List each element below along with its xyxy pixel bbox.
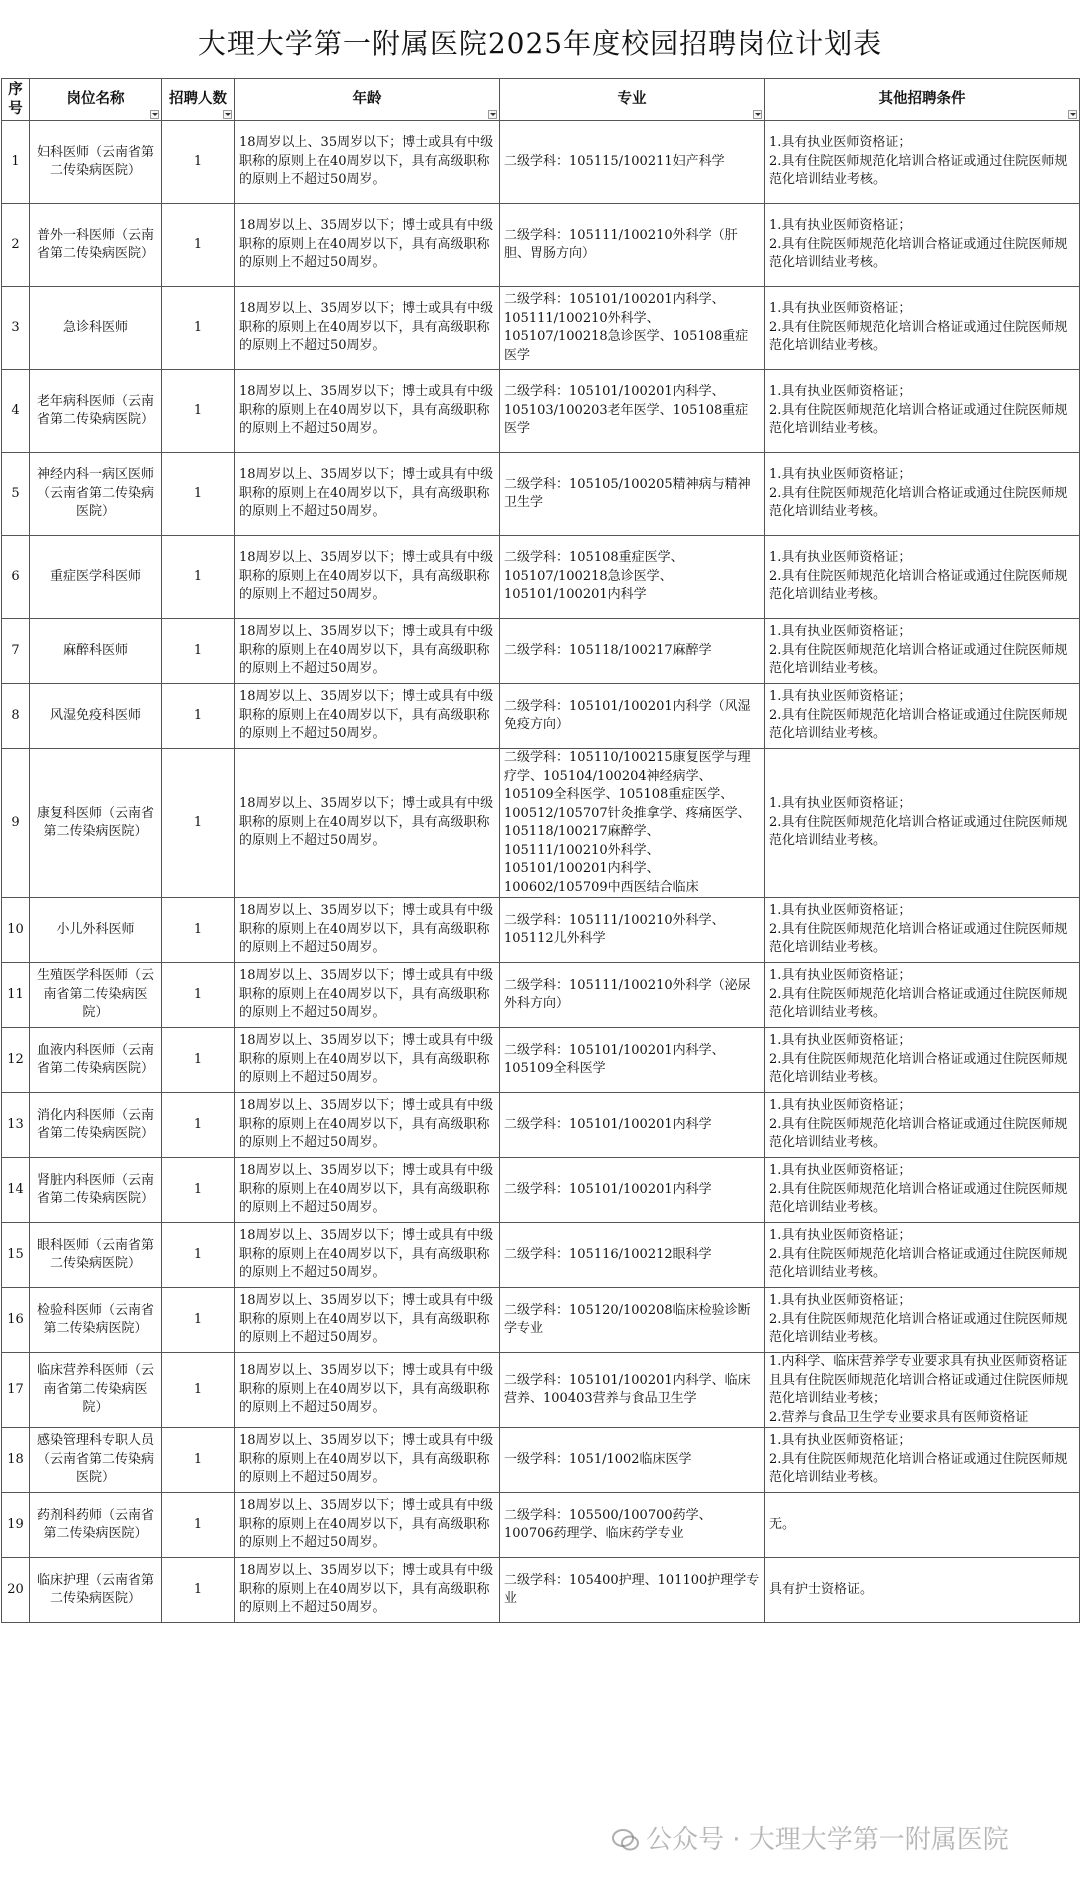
age-requirement-cell [235, 1288, 500, 1353]
hire-count-cell [162, 1353, 235, 1428]
position-name: 重症医学科医师 [49, 568, 141, 584]
table-row [2, 1028, 1080, 1093]
position-name-cell [30, 963, 162, 1028]
position-name: 急诊科医师 [62, 319, 128, 335]
hire-count: 1 [193, 814, 203, 830]
row-number-cell [2, 1493, 30, 1558]
row-number-cell [2, 1558, 30, 1623]
age-requirement-cell [235, 370, 500, 453]
other-conditions: 1.具有执业医师资格证； 2.具有住院医师规范化培训合格证或通过住院医师规范化培训结业考核。 [769, 1098, 1068, 1151]
hire-count: 1 [193, 1581, 203, 1597]
major-requirement-cell [500, 1428, 765, 1493]
other-conditions-cell [765, 1493, 1080, 1558]
major-requirement: 二级学科：105120/100208临床检验诊断学专业 [504, 1302, 751, 1336]
age-requirement: 18周岁以上、35周岁以下；博士或具有中级职称的原则上在40周岁以下，具有高级职称的原则上不超过50周岁。 [239, 1033, 494, 1086]
row-number: 8 [11, 707, 20, 723]
age-requirement-cell [235, 121, 500, 204]
header-count-label: 招聘人数 [169, 90, 227, 108]
hire-count: 1 [193, 153, 203, 169]
row-number: 12 [7, 1051, 24, 1067]
row-number-cell [2, 684, 30, 749]
header-no-label: 序号 [8, 81, 23, 117]
recruitment-table [1, 78, 1080, 1623]
position-name: 妇科医师（云南省第二传染病医院） [36, 144, 154, 178]
age-requirement-cell [235, 204, 500, 287]
table-row [2, 1288, 1080, 1353]
other-conditions-cell [765, 536, 1080, 619]
major-requirement: 二级学科：105101/100201内科学、105103/100203老年医学、105108重症医学 [504, 384, 749, 437]
hire-count-cell [162, 1158, 235, 1223]
hire-count: 1 [193, 1451, 203, 1467]
other-conditions-cell [765, 1288, 1080, 1353]
other-conditions-cell [765, 898, 1080, 963]
position-name: 小儿外科医师 [56, 921, 135, 937]
hire-count-cell [162, 1288, 235, 1353]
row-number-cell [2, 1093, 30, 1158]
header-age-label: 年龄 [352, 90, 382, 108]
major-requirement-cell [500, 898, 765, 963]
position-name-cell [30, 1558, 162, 1623]
major-requirement-cell [500, 619, 765, 684]
position-name-cell [30, 619, 162, 684]
hire-count-cell [162, 963, 235, 1028]
major-requirement-cell [500, 1353, 765, 1428]
row-number: 7 [11, 642, 20, 658]
position-name: 检验科医师（云南省第二传染病医院） [36, 1302, 154, 1336]
position-name: 药剂科药师（云南省第二传染病医院） [36, 1507, 154, 1541]
major-requirement-cell [500, 287, 765, 370]
row-number: 4 [11, 402, 20, 418]
position-name: 消化内科医师（云南省第二传染病医院） [36, 1107, 154, 1141]
other-conditions: 1.具有执业医师资格证； 2.具有住院医师规范化培训合格证或通过住院医师规范化培训结业考核。 [769, 968, 1068, 1021]
filter-dropdown-icon[interactable] [150, 110, 159, 119]
hire-count-cell [162, 121, 235, 204]
row-number-cell [2, 1028, 30, 1093]
header-major-label: 专业 [617, 90, 647, 108]
position-name: 康复科医师（云南省第二传染病医院） [36, 805, 154, 839]
position-name-cell [30, 536, 162, 619]
age-requirement-cell [235, 963, 500, 1028]
position-name-cell [30, 287, 162, 370]
major-requirement: 二级学科：105101/100201内科学、105111/100210外科学、105107/100218急诊医学、105108重症医学 [504, 292, 749, 363]
other-conditions-cell [765, 1223, 1080, 1288]
header-no [2, 79, 30, 121]
age-requirement-cell [235, 1093, 500, 1158]
age-requirement: 18周岁以上、35周岁以下；博士或具有中级职称的原则上在40周岁以下，具有高级职称的原则上不超过50周岁。 [239, 384, 494, 437]
age-requirement: 18周岁以上、35周岁以下；博士或具有中级职称的原则上在40周岁以下，具有高级职称的原则上不超过50周岁。 [239, 1433, 494, 1486]
hire-count-cell [162, 370, 235, 453]
age-requirement: 18周岁以上、35周岁以下；博士或具有中级职称的原则上在40周岁以下，具有高级职称的原则上不超过50周岁。 [239, 1498, 494, 1551]
age-requirement-cell [235, 749, 500, 898]
age-requirement-cell [235, 1223, 500, 1288]
other-conditions: 1.具有执业医师资格证； 2.具有住院医师规范化培训合格证或通过住院医师规范化培训结业考核。 [769, 1433, 1068, 1486]
row-number: 14 [7, 1181, 24, 1197]
hire-count-cell [162, 1028, 235, 1093]
row-number-cell [2, 121, 30, 204]
position-name-cell [30, 204, 162, 287]
hire-count: 1 [193, 319, 203, 335]
position-name: 临床营养科医师（云南省第二传染病医院） [36, 1363, 154, 1416]
age-requirement: 18周岁以上、35周岁以下；博士或具有中级职称的原则上在40周岁以下，具有高级职称的原则上不超过50周岁。 [239, 218, 494, 271]
table-row [2, 121, 1080, 204]
hire-count: 1 [193, 1311, 203, 1327]
position-name: 肾脏内科医师（云南省第二传染病医院） [36, 1172, 154, 1206]
age-requirement: 18周岁以上、35周岁以下；博士或具有中级职称的原则上在40周岁以下，具有高级职称的原则上不超过50周岁。 [239, 1563, 494, 1616]
table-row [2, 536, 1080, 619]
hire-count-cell [162, 453, 235, 536]
position-name-cell [30, 1353, 162, 1428]
hire-count-cell [162, 1493, 235, 1558]
other-conditions-cell [765, 453, 1080, 536]
hire-count-cell [162, 536, 235, 619]
table-row [2, 1353, 1080, 1428]
position-name-cell [30, 684, 162, 749]
age-requirement: 18周岁以上、35周岁以下；博士或具有中级职称的原则上在40周岁以下，具有高级职称的原则上不超过50周岁。 [239, 1228, 494, 1281]
position-name: 普外一科医师（云南省第二传染病医院） [36, 227, 154, 261]
major-requirement: 二级学科：105111/100210外科学、105112儿外科学 [504, 912, 725, 946]
row-number-cell [2, 1353, 30, 1428]
major-requirement: 二级学科：105101/100201内科学 [504, 1181, 712, 1197]
age-requirement-cell [235, 619, 500, 684]
hire-count: 1 [193, 921, 203, 937]
position-name: 血液内科医师（云南省第二传染病医院） [36, 1042, 154, 1076]
row-number-cell [2, 1428, 30, 1493]
major-requirement: 二级学科：105118/100217麻醉学 [504, 642, 712, 658]
age-requirement-cell [235, 536, 500, 619]
row-number-cell [2, 536, 30, 619]
major-requirement-cell [500, 453, 765, 536]
position-name-cell [30, 898, 162, 963]
hire-count: 1 [193, 642, 203, 658]
age-requirement: 18周岁以上、35周岁以下；博士或具有中级职称的原则上在40周岁以下，具有高级职称的原则上不超过50周岁。 [239, 903, 494, 956]
other-conditions: 1.具有执业医师资格证； 2.具有住院医师规范化培训合格证或通过住院医师规范化培训结业考核。 [769, 689, 1068, 742]
other-conditions: 1.具有执业医师资格证； 2.具有住院医师规范化培训合格证或通过住院医师规范化培训结业考核。 [769, 624, 1068, 677]
age-requirement: 18周岁以上、35周岁以下；博士或具有中级职称的原则上在40周岁以下，具有高级职称的原则上不超过50周岁。 [239, 968, 494, 1021]
hire-count-cell [162, 684, 235, 749]
table-row [2, 1223, 1080, 1288]
table-row [2, 287, 1080, 370]
row-number: 15 [7, 1246, 24, 1262]
hire-count: 1 [193, 1246, 203, 1262]
row-number: 13 [7, 1116, 24, 1132]
hire-count-cell [162, 619, 235, 684]
major-requirement: 二级学科：105108重症医学、105107/100218急诊医学、105101/100201内科学 [504, 550, 684, 603]
header-major [500, 79, 765, 121]
row-number-cell [2, 1223, 30, 1288]
age-requirement: 18周岁以上、35周岁以下；博士或具有中级职称的原则上在40周岁以下，具有高级职称的原则上不超过50周岁。 [239, 796, 494, 849]
table-row [2, 684, 1080, 749]
table-row [2, 898, 1080, 963]
age-requirement: 18周岁以上、35周岁以下；博士或具有中级职称的原则上在40周岁以下，具有高级职称的原则上不超过50周岁。 [239, 301, 494, 354]
watermark [612, 1820, 1072, 1860]
other-conditions: 无。 [769, 1516, 796, 1532]
major-requirement: 二级学科：105101/100201内科学、105109全科医学 [504, 1042, 725, 1076]
position-name-cell [30, 1223, 162, 1288]
header-conditions [765, 79, 1080, 121]
major-requirement-cell [500, 1093, 765, 1158]
row-number-cell [2, 1288, 30, 1353]
position-name: 生殖医学科医师（云南省第二传染病医院） [36, 968, 154, 1021]
hire-count: 1 [193, 1516, 203, 1532]
row-number: 16 [7, 1311, 24, 1327]
hire-count: 1 [193, 1051, 203, 1067]
hire-count: 1 [193, 1381, 203, 1397]
major-requirement-cell [500, 1223, 765, 1288]
major-requirement: 二级学科：105111/100210外科学（肝胆、胃肠方向） [504, 227, 738, 261]
other-conditions: 1.具有执业医师资格证； 2.具有住院医师规范化培训合格证或通过住院医师规范化培训结业考核。 [769, 384, 1068, 437]
other-conditions: 1.具有执业医师资格证； 2.具有住院医师规范化培训合格证或通过住院医师规范化培训结业考核。 [769, 467, 1068, 520]
major-requirement-cell [500, 370, 765, 453]
hire-count-cell [162, 1093, 235, 1158]
other-conditions: 1.具有执业医师资格证； 2.具有住院医师规范化培训合格证或通过住院医师规范化培训结业考核。 [769, 135, 1068, 188]
row-number: 5 [11, 485, 20, 501]
row-number-cell [2, 287, 30, 370]
age-requirement: 18周岁以上、35周岁以下；博士或具有中级职称的原则上在40周岁以下，具有高级职称的原则上不超过50周岁。 [239, 135, 494, 188]
major-requirement: 二级学科：105101/100201内科学 [504, 1116, 712, 1132]
age-requirement: 18周岁以上、35周岁以下；博士或具有中级职称的原则上在40周岁以下，具有高级职称的原则上不超过50周岁。 [239, 624, 494, 677]
age-requirement: 18周岁以上、35周岁以下；博士或具有中级职称的原则上在40周岁以下，具有高级职称的原则上不超过50周岁。 [239, 1098, 494, 1151]
row-number: 10 [7, 921, 24, 937]
table-row [2, 749, 1080, 898]
row-number-cell [2, 204, 30, 287]
major-requirement-cell [500, 1158, 765, 1223]
other-conditions-cell [765, 204, 1080, 287]
major-requirement-cell [500, 963, 765, 1028]
other-conditions-cell [765, 1028, 1080, 1093]
position-name-cell [30, 121, 162, 204]
table-row [2, 1158, 1080, 1223]
major-requirement: 二级学科：105115/100211妇产科学 [504, 153, 725, 169]
other-conditions: 1.内科学、临床营养学专业要求具有执业医师资格证且具有住院医师规范化培训合格证或通过住院医师规范化培训结业考核； 2.营养与食品卫生学专业要求具有医师资格证 [769, 1354, 1069, 1425]
hire-count: 1 [193, 707, 203, 723]
hire-count-cell [162, 1223, 235, 1288]
table-row [2, 370, 1080, 453]
age-requirement: 18周岁以上、35周岁以下；博士或具有中级职称的原则上在40周岁以下，具有高级职称的原则上不超过50周岁。 [239, 1363, 494, 1416]
other-conditions-cell [765, 1428, 1080, 1493]
hire-count-cell [162, 287, 235, 370]
age-requirement-cell [235, 453, 500, 536]
filter-dropdown-icon[interactable] [488, 110, 497, 119]
age-requirement-cell [235, 684, 500, 749]
position-name-cell [30, 1288, 162, 1353]
other-conditions: 1.具有执业医师资格证； 2.具有住院医师规范化培训合格证或通过住院医师规范化培训结业考核。 [769, 301, 1068, 354]
hire-count: 1 [193, 1181, 203, 1197]
position-name-cell [30, 370, 162, 453]
hire-count: 1 [193, 1116, 203, 1132]
other-conditions-cell [765, 963, 1080, 1028]
major-requirement: 二级学科：105101/100201内科学、临床营养、100403营养与食品卫生学 [504, 1372, 751, 1406]
row-number-cell [2, 749, 30, 898]
other-conditions-cell [765, 121, 1080, 204]
filter-dropdown-icon[interactable] [1068, 110, 1077, 119]
age-requirement: 18周岁以上、35周岁以下；博士或具有中级职称的原则上在40周岁以下，具有高级职称的原则上不超过50周岁。 [239, 1293, 494, 1346]
row-number: 3 [11, 319, 20, 335]
row-number: 20 [7, 1581, 24, 1597]
table-row [2, 1093, 1080, 1158]
hire-count-cell [162, 204, 235, 287]
position-name-cell [30, 1093, 162, 1158]
other-conditions-cell [765, 619, 1080, 684]
table-row [2, 1428, 1080, 1493]
wechat-icon [612, 1828, 640, 1852]
position-name: 风湿免疫科医师 [49, 707, 141, 723]
other-conditions: 1.具有执业医师资格证； 2.具有住院医师规范化培训合格证或通过住院医师规范化培训结业考核。 [769, 1293, 1068, 1346]
row-number-cell [2, 370, 30, 453]
major-requirement-cell [500, 684, 765, 749]
row-number: 9 [11, 814, 20, 830]
major-requirement-cell [500, 1558, 765, 1623]
hire-count-cell [162, 749, 235, 898]
position-name: 神经内科一病区医师（云南省第二传染病医院） [36, 467, 154, 520]
header-count [162, 79, 235, 121]
other-conditions-cell [765, 1558, 1080, 1623]
other-conditions: 1.具有执业医师资格证； 2.具有住院医师规范化培训合格证或通过住院医师规范化培训结业考核。 [769, 1228, 1068, 1281]
table-row [2, 1558, 1080, 1623]
major-requirement: 二级学科：105116/100212眼科学 [504, 1246, 712, 1262]
hire-count: 1 [193, 986, 203, 1002]
hire-count-cell [162, 1428, 235, 1493]
header-name [30, 79, 162, 121]
major-requirement-cell [500, 1493, 765, 1558]
age-requirement: 18周岁以上、35周岁以下；博士或具有中级职称的原则上在40周岁以下，具有高级职称的原则上不超过50周岁。 [239, 550, 494, 603]
position-name: 老年病科医师（云南省第二传染病医院） [36, 393, 154, 427]
table-header-row [2, 79, 1080, 121]
row-number-cell [2, 1158, 30, 1223]
filter-dropdown-icon[interactable] [223, 110, 232, 119]
other-conditions-cell [765, 1353, 1080, 1428]
major-requirement-cell [500, 204, 765, 287]
age-requirement-cell [235, 1558, 500, 1623]
age-requirement: 18周岁以上、35周岁以下；博士或具有中级职称的原则上在40周岁以下，具有高级职称的原则上不超过50周岁。 [239, 689, 494, 742]
age-requirement: 18周岁以上、35周岁以下；博士或具有中级职称的原则上在40周岁以下，具有高级职称的原则上不超过50周岁。 [239, 1163, 494, 1216]
age-requirement: 18周岁以上、35周岁以下；博士或具有中级职称的原则上在40周岁以下，具有高级职称的原则上不超过50周岁。 [239, 467, 494, 520]
hire-count-cell [162, 1558, 235, 1623]
other-conditions-cell [765, 749, 1080, 898]
hire-count: 1 [193, 568, 203, 584]
age-requirement-cell [235, 1158, 500, 1223]
header-conditions-label: 其他招聘条件 [878, 90, 966, 108]
hire-count: 1 [193, 485, 203, 501]
other-conditions: 1.具有执业医师资格证； 2.具有住院医师规范化培训合格证或通过住院医师规范化培训结业考核。 [769, 1163, 1068, 1216]
row-number-cell [2, 619, 30, 684]
other-conditions-cell [765, 1158, 1080, 1223]
age-requirement-cell [235, 1028, 500, 1093]
header-age [235, 79, 500, 121]
row-number-cell [2, 963, 30, 1028]
other-conditions-cell [765, 684, 1080, 749]
major-requirement-cell [500, 121, 765, 204]
hire-count-cell [162, 898, 235, 963]
major-requirement: 二级学科：105110/100215康复医学与理疗学、105104/100204神经病学、105109全科医学、105108重症医学、100512/105707针灸推拿学、疼痛医学、105118/100217麻醉学、105111/100210外科学、105101/100201内科学、100602/105709中西医结合临床 [504, 750, 751, 895]
major-requirement-cell [500, 536, 765, 619]
other-conditions-cell [765, 287, 1080, 370]
position-name: 眼科医师（云南省第二传染病医院） [36, 1237, 154, 1271]
major-requirement-cell [500, 1288, 765, 1353]
hire-count: 1 [193, 236, 203, 252]
watermark-text: 公众号 · 大理大学第一附属医院 [646, 1825, 1009, 1855]
page-title: 大理大学第一附属医院2025年度校园招聘岗位计划表 [197, 27, 883, 60]
major-requirement: 二级学科：105105/100205精神病与精神卫生学 [504, 476, 751, 510]
age-requirement-cell [235, 898, 500, 963]
position-name: 感染管理科专职人员（云南省第二传染病医院） [36, 1433, 154, 1486]
other-conditions: 1.具有执业医师资格证； 2.具有住院医师规范化培训合格证或通过住院医师规范化培训结业考核。 [769, 796, 1068, 849]
row-number: 6 [11, 568, 20, 584]
major-requirement: 二级学科：105111/100210外科学（泌尿外科方向） [504, 977, 751, 1011]
major-requirement-cell [500, 1028, 765, 1093]
row-number-cell [2, 898, 30, 963]
table-row [2, 963, 1080, 1028]
position-name-cell [30, 1028, 162, 1093]
major-requirement: 二级学科：105400护理、101100护理学专业 [504, 1572, 760, 1606]
position-name: 麻醉科医师 [62, 642, 128, 658]
row-number: 18 [7, 1451, 24, 1467]
position-name-cell [30, 1493, 162, 1558]
major-requirement-cell [500, 749, 765, 898]
row-number: 2 [11, 236, 20, 252]
position-name-cell [30, 453, 162, 536]
row-number: 11 [7, 986, 24, 1002]
other-conditions: 1.具有执业医师资格证； 2.具有住院医师规范化培训合格证或通过住院医师规范化培训结业考核。 [769, 1033, 1068, 1086]
age-requirement-cell [235, 287, 500, 370]
row-number: 19 [7, 1516, 24, 1532]
position-name-cell [30, 749, 162, 898]
table-row [2, 1493, 1080, 1558]
other-conditions-cell [765, 370, 1080, 453]
table-row [2, 204, 1080, 287]
other-conditions: 1.具有执业医师资格证； 2.具有住院医师规范化培训合格证或通过住院医师规范化培训结业考核。 [769, 218, 1068, 271]
other-conditions-cell [765, 1093, 1080, 1158]
filter-dropdown-icon[interactable] [753, 110, 762, 119]
hire-count: 1 [193, 402, 203, 418]
age-requirement-cell [235, 1428, 500, 1493]
other-conditions: 1.具有执业医师资格证； 2.具有住院医师规范化培训合格证或通过住院医师规范化培训结业考核。 [769, 550, 1068, 603]
row-number: 17 [7, 1381, 24, 1397]
table-row [2, 453, 1080, 536]
age-requirement-cell [235, 1353, 500, 1428]
table-body [2, 121, 1080, 1623]
other-conditions: 1.具有执业医师资格证； 2.具有住院医师规范化培训合格证或通过住院医师规范化培训结业考核。 [769, 903, 1068, 956]
position-name-cell [30, 1428, 162, 1493]
other-conditions: 具有护士资格证。 [769, 1581, 874, 1597]
position-name: 临床护理（云南省第二传染病医院） [36, 1572, 154, 1606]
header-name-label: 岗位名称 [66, 90, 125, 108]
position-name-cell [30, 1158, 162, 1223]
major-requirement: 二级学科：105101/100201内科学（风湿免疫方向） [504, 698, 751, 732]
major-requirement: 一级学科：1051/1002临床医学 [504, 1451, 692, 1467]
major-requirement: 二级学科：105500/100700药学、100706药理学、临床药学专业 [504, 1507, 712, 1541]
row-number-cell [2, 453, 30, 536]
row-number: 1 [11, 153, 20, 169]
age-requirement-cell [235, 1493, 500, 1558]
table-row [2, 619, 1080, 684]
